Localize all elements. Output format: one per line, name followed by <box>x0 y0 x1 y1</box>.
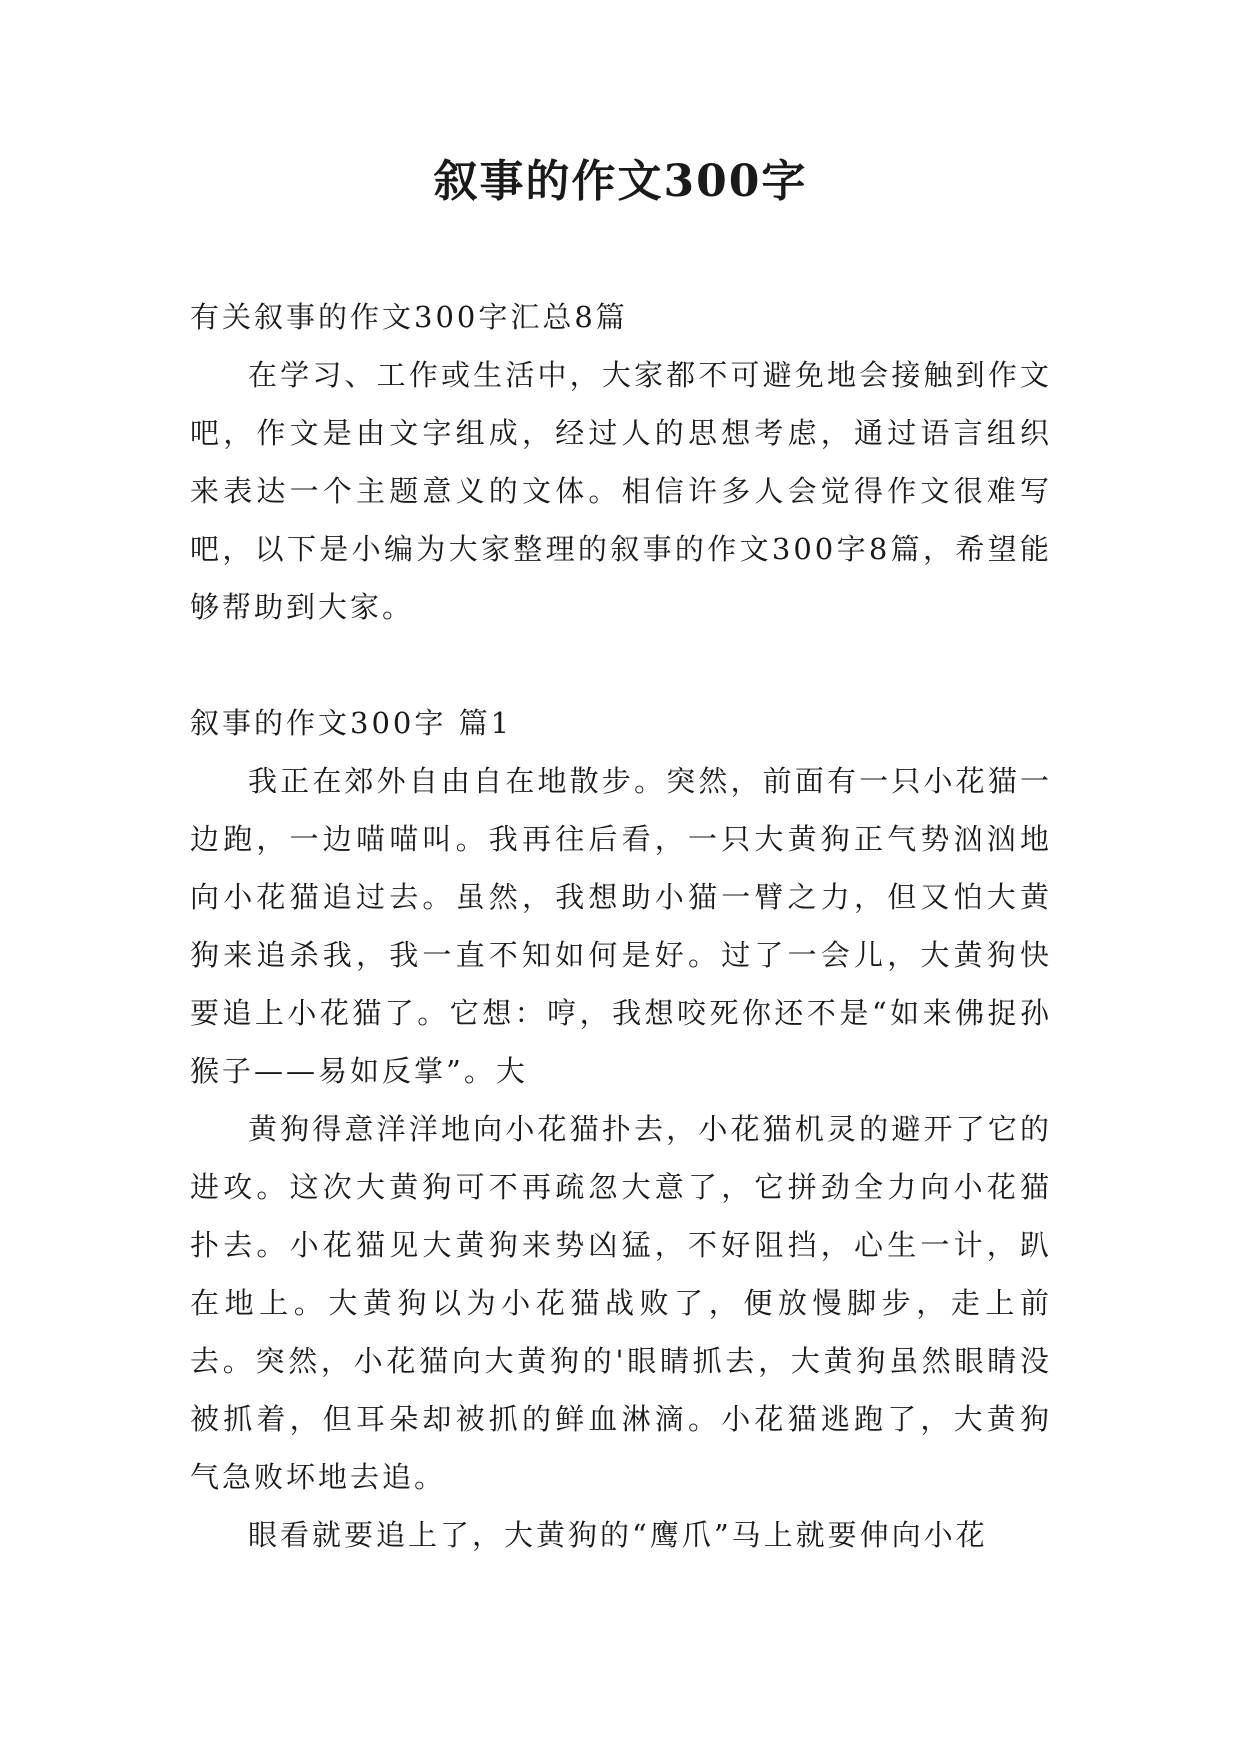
document-body <box>190 288 1052 1564</box>
story-paragraph-3: 眼看就要追上了，大黄狗的“鹰爪”马上就要伸向小花 <box>248 1518 988 1552</box>
section-heading: 叙事的作文300字 篇1 <box>190 706 513 740</box>
story-paragraph-2: 黄狗得意洋洋地向小花猫扑去，小花猫机灵的避开了它的进攻。这次大黄狗可不再疏忽大意了，它拼劲全力向小花猫扑去。小花猫见大黄狗来势凶猛，不好阻挡，心生一计，趴在地上。大黄狗以为小花猫战败了，便放慢脚步，走上前去。突然，小花猫向大黄狗的'眼睛抓去，大黄狗虽然眼睛没被抓着，但耳朵却被抓的鲜血淋滴。小花猫逃跑了，大黄狗气急败坏地去追。 <box>190 1112 1052 1494</box>
document-title: 叙事的作文300字 <box>433 156 808 207</box>
story-paragraph-1: 我正在郊外自由自在地散步。突然，前面有一只小花猫一边跑，一边喵喵叫。我再往后看，一只大黄狗正气势汹汹地向小花猫追过去。虽然，我想助小猫一臂之力，但又怕大黄狗来追杀我，我一直不知如何是好。过了一会儿，大黄狗快要追上小花猫了。它想：哼，我想咬死你还不是“如来佛捉孙猴子——易如反掌”。大 <box>190 764 1052 1088</box>
section-spacer <box>190 636 1052 694</box>
intro-paragraph: 在学习、工作或生活中，大家都不可避免地会接触到作文吧，作文是由文字组成，经过人的思想考虑，通过语言组织来表达一个主题意义的文体。相信许多人会觉得作文很难写吧，以下是小编为大家整理的叙事的作文300字8篇，希望能够帮助到大家。 <box>190 358 1052 624</box>
document-subtitle: 有关叙事的作文300字汇总8篇 <box>190 300 628 334</box>
